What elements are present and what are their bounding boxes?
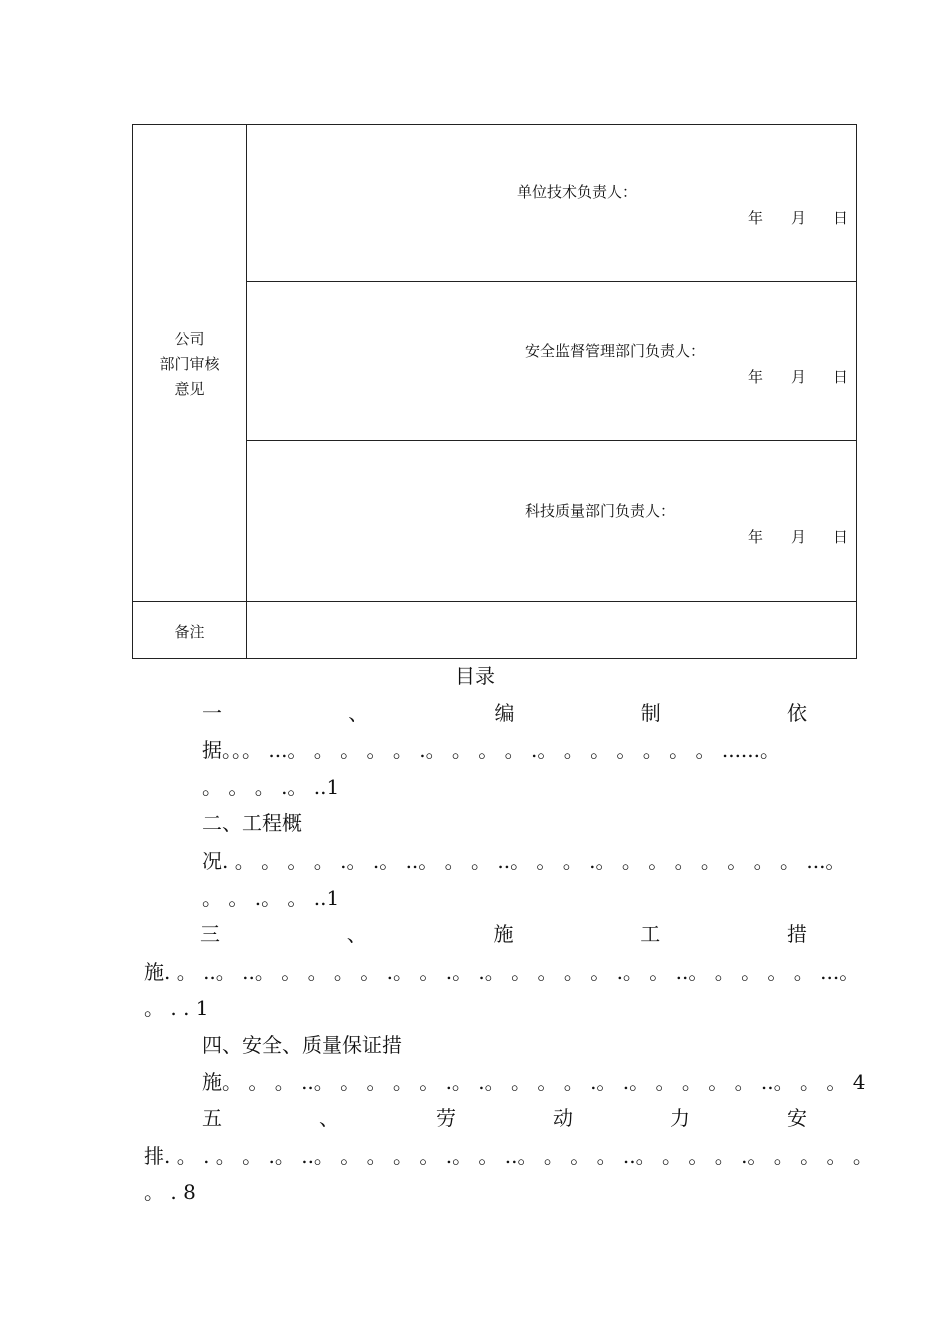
toc-entry-4-leader-page[interactable]: 施。 。 。 ..。 。 。 。 。 .。 .。 。 。 。 .。 .。 。 。 。 。 ..。 。 。 4 — [202, 1070, 866, 1094]
toc-entry-3-leader[interactable]: 施. 。 ..。 ..。 。 。 。 。 .。 。 .。 .。 。 。 。 。 .。 。 ..。 。 。 。 。 ...。 — [144, 960, 860, 984]
toc-entry-5-page[interactable]: 。 . 8 — [144, 1180, 196, 1204]
date-month: 月 — [791, 528, 807, 546]
toc-entry-2-page[interactable]: 。 。 .。 。 ..1 — [202, 886, 340, 910]
row-divider-2 — [246, 440, 856, 441]
row-divider-3 — [133, 601, 856, 602]
toc-entry-1-heading[interactable]: 一 、 编 制 依 — [202, 701, 807, 725]
remark-label: 备注 — [174, 623, 205, 641]
toc-entry-5-heading[interactable]: 五 、 劳 动 力 安 — [202, 1106, 807, 1130]
toc-title: 目录 — [455, 664, 495, 688]
date-day: 日 — [833, 209, 849, 227]
date-month: 月 — [791, 368, 807, 386]
toc-entry-3-page[interactable]: 。 . . 1 — [144, 996, 209, 1020]
toc-entry-1-leader[interactable]: 据。。。 ...。 。 。 。 。 .。 。 。 。 .。 。 。 。 。 。 。 ......。 — [202, 738, 781, 762]
quality-dept-signer-label: 科技质量部门负责人： — [525, 502, 676, 520]
column-divider — [246, 125, 247, 658]
tech-lead-signer-label: 单位技术负责人： — [517, 183, 638, 201]
toc-entry-1-page[interactable]: 。 。 。 .。 ..1 — [202, 775, 340, 799]
toc-entry-2-leader[interactable]: 况. 。 。 。 。 .。 .。 ..。 。 。 ..。 。 。 .。 。 。 。 。 。 。 。 ...。 — [202, 849, 846, 873]
toc-entry-2-heading[interactable]: 二、工程概 — [202, 811, 302, 835]
toc-entry-4-heading[interactable]: 四、安全、质量保证措 — [202, 1033, 402, 1057]
toc-entry-5-leader[interactable]: 排. 。 . 。 。 .。 ..。 。 。 。 。 .。 。 ..。 。 。 。 ..。 。 。 。 .。 。 。 。 。 — [144, 1144, 873, 1168]
date-day: 日 — [833, 368, 849, 386]
toc-entry-3-heading[interactable]: 三 、 施 工 措 — [200, 922, 807, 946]
approval-form-table — [132, 124, 857, 659]
date-day: 日 — [833, 528, 849, 546]
date-year: 年 — [748, 528, 764, 546]
safety-dept-signer-label: 安全监督管理部门负责人： — [525, 342, 706, 360]
date-year: 年 — [748, 209, 764, 227]
company-review-label: 公司 部门审核 意见 — [159, 330, 220, 398]
date-month: 月 — [791, 209, 807, 227]
date-year: 年 — [748, 368, 764, 386]
row-divider-1 — [246, 281, 856, 282]
